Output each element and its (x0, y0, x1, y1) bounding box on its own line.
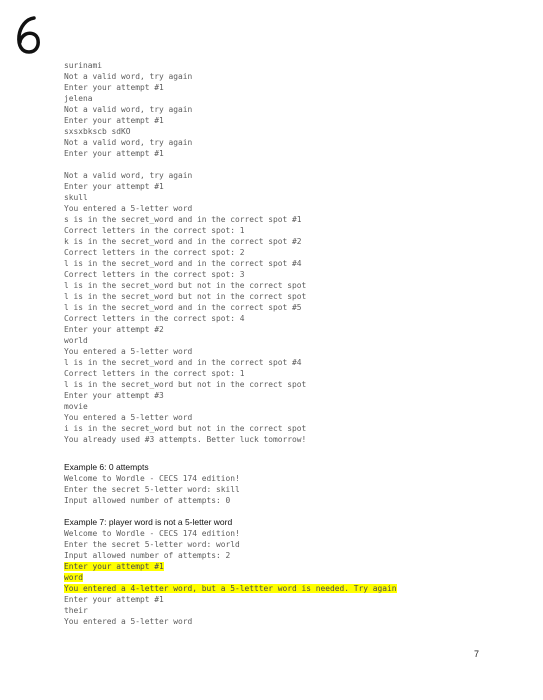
console-line: Correct letters in the correct spot: 1 (64, 226, 245, 235)
console-line: Correct letters in the correct spot: 3 (64, 270, 245, 279)
console-line: You entered a 5-letter word (64, 413, 193, 422)
console-line: world (64, 336, 88, 345)
handwritten-page-mark-icon (10, 12, 44, 56)
example-6-line: Input allowed number of attempts: 0 (64, 496, 231, 505)
console-line: k is in the secret_word and in the correct spot #2 (64, 237, 302, 246)
example-7-tail-line: You entered a 5-letter word (64, 617, 193, 626)
console-line: sxsxbkscb sdKO (64, 127, 131, 136)
console-line: Not a valid word, try again (64, 171, 193, 180)
console-line: skull (64, 193, 88, 202)
console-line: Correct letters in the correct spot: 4 (64, 314, 245, 323)
console-line: Enter your attempt #1 (64, 182, 164, 191)
console-line: Enter your attempt #1 (64, 116, 164, 125)
console-blank-line (64, 159, 519, 170)
console-line: Enter your attempt #2 (64, 325, 164, 334)
example-6-line: Welcome to Wordle - CECS 174 edition! (64, 474, 240, 483)
console-line: l is in the secret_word and in the correct spot #4 (64, 259, 302, 268)
console-line: l is in the secret_word but not in the correct spot (64, 380, 307, 389)
highlighted-text: word (64, 573, 84, 582)
console-line: Enter your attempt #3 (64, 391, 164, 400)
console-line: Not a valid word, try again (64, 72, 193, 81)
highlighted-line (64, 583, 519, 594)
highlighted-line (64, 561, 519, 572)
console-output (64, 60, 519, 445)
example-7-line: Enter the secret 5-letter word: world (64, 540, 240, 549)
console-line: Not a valid word, try again (64, 138, 193, 147)
example-6-line: Enter the secret 5-letter word: skill (64, 485, 240, 494)
highlighted-text: Enter your attempt #1 (64, 562, 164, 571)
console-line: l is in the secret_word and in the correct spot #4 (64, 358, 302, 367)
console-line: Correct letters in the correct spot: 1 (64, 369, 245, 378)
example-7-line: Input allowed number of attempts: 2 (64, 551, 231, 560)
console-line: You entered a 5-letter word (64, 204, 193, 213)
console-line: l is in the secret_word and in the correct spot #5 (64, 303, 302, 312)
highlighted-line (64, 572, 519, 583)
console-line: i is in the secret_word but not in the correct spot (64, 424, 307, 433)
console-line: Correct letters in the correct spot: 2 (64, 248, 245, 257)
example-6-heading: Example 6: 0 attempts (64, 462, 149, 472)
console-line: movie (64, 402, 88, 411)
highlighted-text: You entered a 4-letter word, but a 5-lettter word is needed. Try again (64, 584, 397, 593)
example-7-line: Welcome to Wordle - CECS 174 edition! (64, 529, 240, 538)
console-line: Enter your attempt #1 (64, 149, 164, 158)
examples-section (64, 462, 519, 627)
console-line: surinami (64, 61, 103, 70)
console-line: l is in the secret_word but not in the correct spot (64, 281, 307, 290)
section-spacer (64, 506, 519, 517)
console-line: s is in the secret_word and in the correct spot #1 (64, 215, 302, 224)
console-line: l is in the secret_word but not in the correct spot (64, 292, 307, 301)
console-line: You already used #3 attempts. Better luck tomorrow! (64, 435, 307, 444)
example-7-heading: Example 7: player word is not a 5-letter word (64, 517, 233, 527)
page-number: 7 (473, 649, 479, 659)
example-7-tail-line: Enter your attempt #1 (64, 595, 164, 604)
console-line: jelena (64, 94, 93, 103)
console-line: Enter your attempt #1 (64, 83, 164, 92)
example-7-tail-line: their (64, 606, 88, 615)
console-line: Not a valid word, try again (64, 105, 193, 114)
console-line: You entered a 5-letter word (64, 347, 193, 356)
